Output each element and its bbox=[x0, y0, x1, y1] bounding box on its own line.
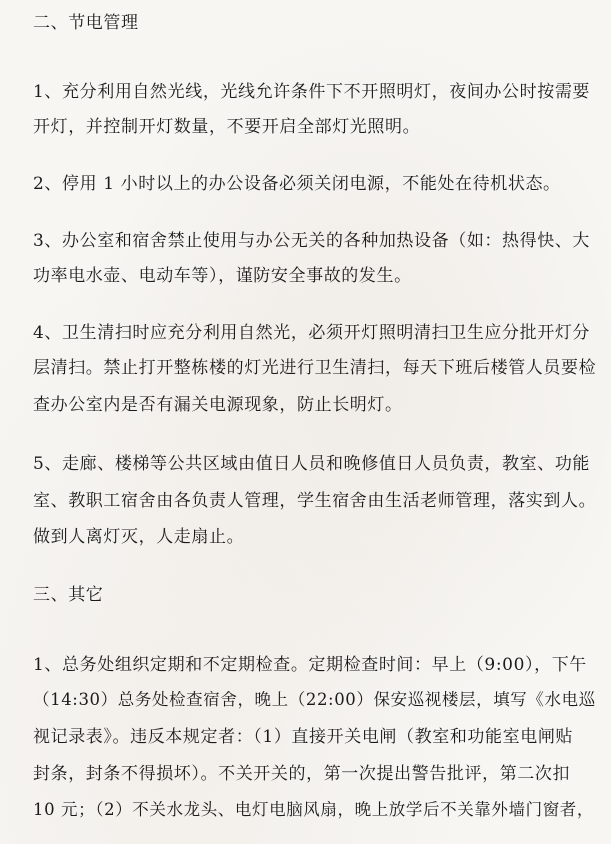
paragraph-3-line-2: 功率电水壶、电动车等），谨防安全事故的发生。 bbox=[33, 266, 412, 286]
paragraph-6-line-3: 视记录表》。违反本规定者：（1）直接开关电闸（教室和功能室电闸贴 bbox=[33, 727, 574, 747]
paragraph-6-line-5: 10 元；（2）不关水龙头、电灯电脑风扇，晚上放学后不关靠外墙门窗者， bbox=[33, 800, 594, 819]
paragraph-6-line-2: （14:30）总务处检查宿舍，晚上（22:00）保安巡视楼层，填写《水电巡 bbox=[33, 690, 596, 709]
section-heading-power-saving: 二、节电管理 bbox=[33, 13, 139, 33]
paragraph-5-line-1: 5、走廊、楼梯等公共区域由值日人员和晚修值日人员负责，教室、功能 bbox=[33, 454, 591, 474]
paragraph-4-line-2: 层清扫。禁止打开整栋楼的灯光进行卫生清扫，每天下班后楼管人员要检 bbox=[33, 358, 597, 378]
paragraph-1-line-2: 开灯，并控制开灯数量，不要开启全部灯光照明。 bbox=[33, 117, 421, 137]
paragraph-3-line-1: 3、办公室和宿舍禁止使用与办公无关的各种加热设备（如：热得快、大 bbox=[33, 231, 591, 251]
paragraph-5-line-2: 室、教职工宿舍由各负责人管理，学生宿舍由生活老师管理，落实到人。 bbox=[33, 491, 597, 511]
paragraph-1-line-1: 1、充分利用自然光线，光线允许条件下不开照明灯，夜间办公时按需要 bbox=[33, 82, 591, 102]
paragraph-5-line-3: 做到人离灯灭，人走扇止。 bbox=[33, 527, 245, 547]
paragraph-6-line-1: 1、总务处组织定期和不定期检查。定期检查时间：早上（9:00），下午 bbox=[33, 655, 587, 675]
paragraph-2-line-1: 2、停用 1 小时以上的办公设备必须关闭电源，不能处在待机状态。 bbox=[33, 174, 561, 194]
paragraph-6-line-4: 封条，封条不得损坏）。不关开关的，第一次提出警告批评，第二次扣 bbox=[33, 764, 571, 784]
paragraph-4-line-3: 查办公室内是否有漏关电源现象，防止长明灯。 bbox=[33, 395, 403, 415]
paragraph-4-line-1: 4、卫生清扫时应充分利用自然光，必须开灯照明清扫卫生应分批开灯分 bbox=[33, 323, 591, 343]
section-heading-other: 三、其它 bbox=[33, 585, 104, 605]
